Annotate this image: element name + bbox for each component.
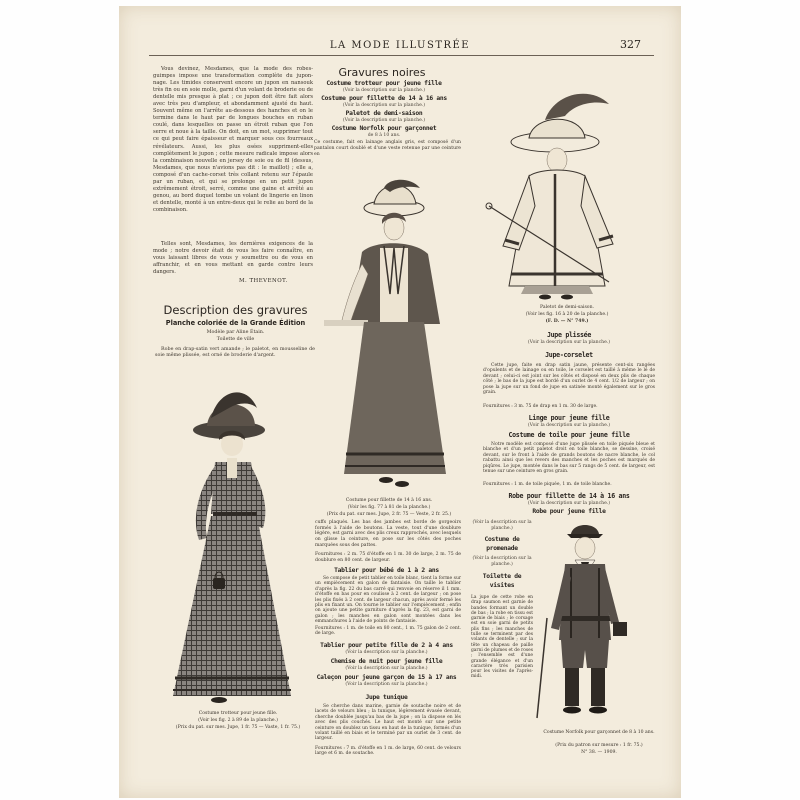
jupe-tunique-text: Se cherche dans marine, garnie de soutache noire et de lacets de velours bleu ; la tunique, légèrement évasée devant, cherche doublée jusqu'au bas de la jupe ; on la dispose en lés avec des plis couchés. Le haut est monté sur une petite ceinture on doublez un tissu en haut de la tunique, formés d'un volant taillé en biais et le terminé par un ourlet de 3 cent. de largeur. [315,704,461,742]
linge-title: Linge pour jeune fille [528,414,610,422]
robe-jeune-fille-title: Robe pour jeune fille [532,508,606,515]
after-figure-text: cuffs plaqués. Les bas des jambes est borde de gorgeoirs formés à l'aide de boutons. La veste, tout d'une doublure légère, est garni avec des plis creux rapprochés, avec lesquels on glisse la ceinture, en pose sur les côtés des poches marquées sous des pattes. [315,520,461,548]
item-2-title: Costume pour fillette de 14 à 16 ans [321,95,447,102]
boy-caption-title: Costume Norfolk pour garçonnet de 8 à 10 ans. [543,730,655,735]
item-1-note: (Voir la description sur la planche.) [342,88,426,93]
figure-girl-cape [324,174,454,494]
page-header-title: LA MODE ILLUSTRÉE [329,40,471,51]
figure-paletot-demi-saison [489,86,629,301]
jupe-plissee-note: (Voir la description sur la planche.) [527,340,611,345]
middle-figure-caption-title: Costume pour fillette de 14 à 16 ans. [345,498,433,503]
costume-promenade-title: Costume de promenade [484,536,520,552]
item2-3-title: Caleçon pour jeune garçon de 15 à 17 ans [316,674,457,681]
item2-2-note: (Voir la description sur la planche.) [345,666,428,671]
plate-title: Planche coloriée de la Grande Édition [165,319,306,327]
item2-2-title: Chemise de nuit pour jeune fille [330,658,443,665]
bebe-text: Se compose de petit tablier en toile blanc, tient la forme sur un empiècement en galon de fantaisie. On taille le tablier d'après la fig. 22 du bas carré qui renvoie en réserve il 1 mm. d'étoffe en bas pour en coulisse à 2 cent. de largeur ; on pose les plis fixés à 2 cent. de largeur chacun, après avoir fermé les plis en fixant un. On tourne le tablier sur l'empiècement ; enfin on ajoute une petite garniture d'après la fig. 23, est garni de galon ; les manches en galon sont montées dans les emmanchures à l'aide de points de fantaisie. [315,576,461,625]
robe-1416-title: Robe pour fillette de 14 à 16 ans [508,492,630,500]
item2-1-title: Tablier pour petite fille de 2 à 4 ans [320,642,453,649]
right-supplies-2: Fournitures : 1 m. de toile piquée, 1 m. de toile blanche. [483,482,612,487]
plate-model-note: Modèle par Aline Étain. [206,330,265,335]
item-4-title: Costume Norfolk pour garçonnet [331,125,437,132]
figure-caption-ref-left: (Voir les fig. 2 à 89 de la planche.) [198,718,278,723]
intro-paragraph: Vous devinez, Mesdames, que la mode des robes-guimpes impose une transformation complète du jupon-nage. Les timides conservent encore un jupon en nansouk très fin ou en soie molle, garni d'un volant de broderie ou de dentelle mis presque à plat ; ce jupon doit être fait alors avec très peu d'ampleur, et abondamment ajusté du haut. Souvent même on l'arrête au-dessous des hanches et on le termine dans le haut par de longues bouches en ruban coulé, dans lesquelles on passe un étroit ruban que l'on serre et noue à la taille. On doit, en un mot, supprimer tout ce qui peut faire épaisseur et marquer sous ces fourreaux révélateurs. Aussi, les plus osées suppriment-elles complètement le jupon ; cette mesure radicale impose alors la combinaison nouvelle en jersey de soie ou de fil (dessus, Mesdames, que nous n'avions pas dit : le maillot) ; elle a, composé d'un cache-corset très collant retenu sur l'épaule par un ruban, et qui se prolonge en un petit jupon extrêmement étroit, serré, comme une gaine et arrêté au genou, au bord duquel tombe un volant de lingerie en linon et dentelle, monté à un entre-deux qui le relie au bord de la combinaison. [153,66,313,213]
toile-title: Costume de toile pour jeune fille [508,431,630,439]
middle-figure-caption-price: (Prix du pat. sur mes. Jupe, 2 fr. 75 — Veste, 2 fr. 25.) [326,512,452,517]
figure-boy-norfolk [531,518,641,723]
item-3-title: Paletot de demi-saison [345,110,423,117]
supplies-3: Fournitures : 7 m. d'étoffe en 1 m. de large, 60 cent. de velours large et 6 m. de soutache. [315,746,461,757]
plate-subtitle: Toilette de ville [216,337,255,342]
boy-caption-ref: (Prix du patron sur mesure : 1 fr. 75.) [555,743,643,748]
page-number: 327 [620,38,641,51]
norfolk-intro-text: Ce costume, fait en lainage anglais gris, est composé d'un pantalon court doublé et d'une veste retenue par une ceinture en [314,140,461,157]
supplies-2: Fournitures : 1 m. de toile en 80 cent., 1 m. 75 galon de 2 cent. de large. [315,626,461,637]
figure-caption-title-left: Costume trotteur pour jeune fille. [198,711,278,716]
item2-3-note: (Voir la description sur la planche.) [345,682,428,687]
item-4-note: de 8 à 10 ans. [367,133,401,138]
figure-woman-trotteur [159,378,319,708]
left-note-1: (Voir la description sur la planche.) [472,520,532,531]
header-rule [149,55,654,56]
right-figure-caption-ref: (Voir les fig. 16 à 20 de la planche.) [525,312,609,317]
jupe-corselet-text: Cette jupe, faite en drap satin jaune, présente cent-six rangées d'opulents et de lainage ou en toile, le corselet est taillé à même le lé de devant ; celui-ci est joint sur les côtés et disposé en deux plis de chaque côté ; le bas de la jupe est bordé d'un ourlet de 4 cent. 1/2 de largeur ; on pose la jupe sur un fond de jupe en satinée monté également sur le gros grain. [483,363,655,396]
section-title: Description des gravures [163,303,308,317]
middle-figure-caption-ref: (Voir les fig. 77 à 81 de la planche.) [347,505,431,510]
jupe-tunique-title: Jupe tunique [365,694,408,701]
author-signature: M. THEVENOT. [239,278,288,284]
plate-description: Robe en drap-satin vert amande ; le paletot, en mousseline de soie même plissée, est orné de broderie d'argent. [155,347,315,358]
right-figure-caption-price: (F. D. — N° 749.) [545,319,589,324]
robe-1416-note: (Voir la description sur la planche.) [527,501,611,506]
right-supplies-1: Fournitures : 3 m. 75 de drap en 1 m. 30 de large. [483,404,598,409]
item-3-note: (Voir la description sur la planche.) [342,118,426,123]
item-1-title: Costume trotteur pour jeune fille [326,80,442,87]
magazine-page [119,6,681,798]
boy-caption-price: N° 38. — 1909. [581,750,617,755]
linge-note: (Voir la description sur la planche.) [527,423,611,428]
toilette-visites-title: Toilette de visites [482,573,522,589]
visites-text: La jupe de cette robe en drap saumon est garnie de bandes formant un double de bas ; la robe en tissu est garnie de biais ; le corsage est en soie garni de petits plis fins ; les manches de tulle se terminent par des volants de dentelle ; sur la tête un chapeau de paille garni de plumes et de roses ; l'ensemble est d'une grande élégance et d'un caractère très parisien pour les visites de l'après-midi. [471,595,533,680]
item-2-note: (Voir la description sur la planche.) [342,103,426,108]
toile-text: Notre modèle est composé d'une jupe plissée en toile piquée bleue et blanche et d'un petit paletot droit en toile blanche, se dessine, croisé devant, sur le front à l'aide de grands boutons de nacre blanche, le col rabattu ainsi que les revers des manches et les poches est marqués de piqûres. Le jupe, montée dans le bas sur 5 rangs de 5 cent. de largeur, est tenue sur une ceinture en gros grain. [483,442,655,475]
jupe-plissee-title: Jupe plissée [546,331,592,339]
costume-promenade-note: (Voir la description sur la planche.) [472,556,532,567]
gravures-noires-title: Gravures noires [338,66,426,79]
bebe-title: Tablier pour bébé de 1 à 2 ans [334,567,439,574]
right-figure-caption-title: Paletot de demi-saison. [540,305,594,310]
jupe-corselet-title: Jupe-corselet [545,351,593,359]
supplies-1: Fournitures : 2 m. 75 d'étoffe en 1 m. 30 de large, 2 m. 75 de doublure en 80 cent. de largeur. [315,552,461,563]
figure-caption-price-left: (Prix du pat. sur mes. Jupe, 1 fr. 75 — Vaste, 1 fr. 75.) [175,725,301,730]
closing-paragraph: Telles sont, Mesdames, les dernières exigences de la mode ; notre devoir était de vous les faire connaître, en vous laissant libres de vous y soumettre ou de vous en affranchir, et en vous mettant en garde contre leurs dangers. [153,241,313,276]
item2-1-note: (Voir la description sur la planche.) [345,650,428,655]
